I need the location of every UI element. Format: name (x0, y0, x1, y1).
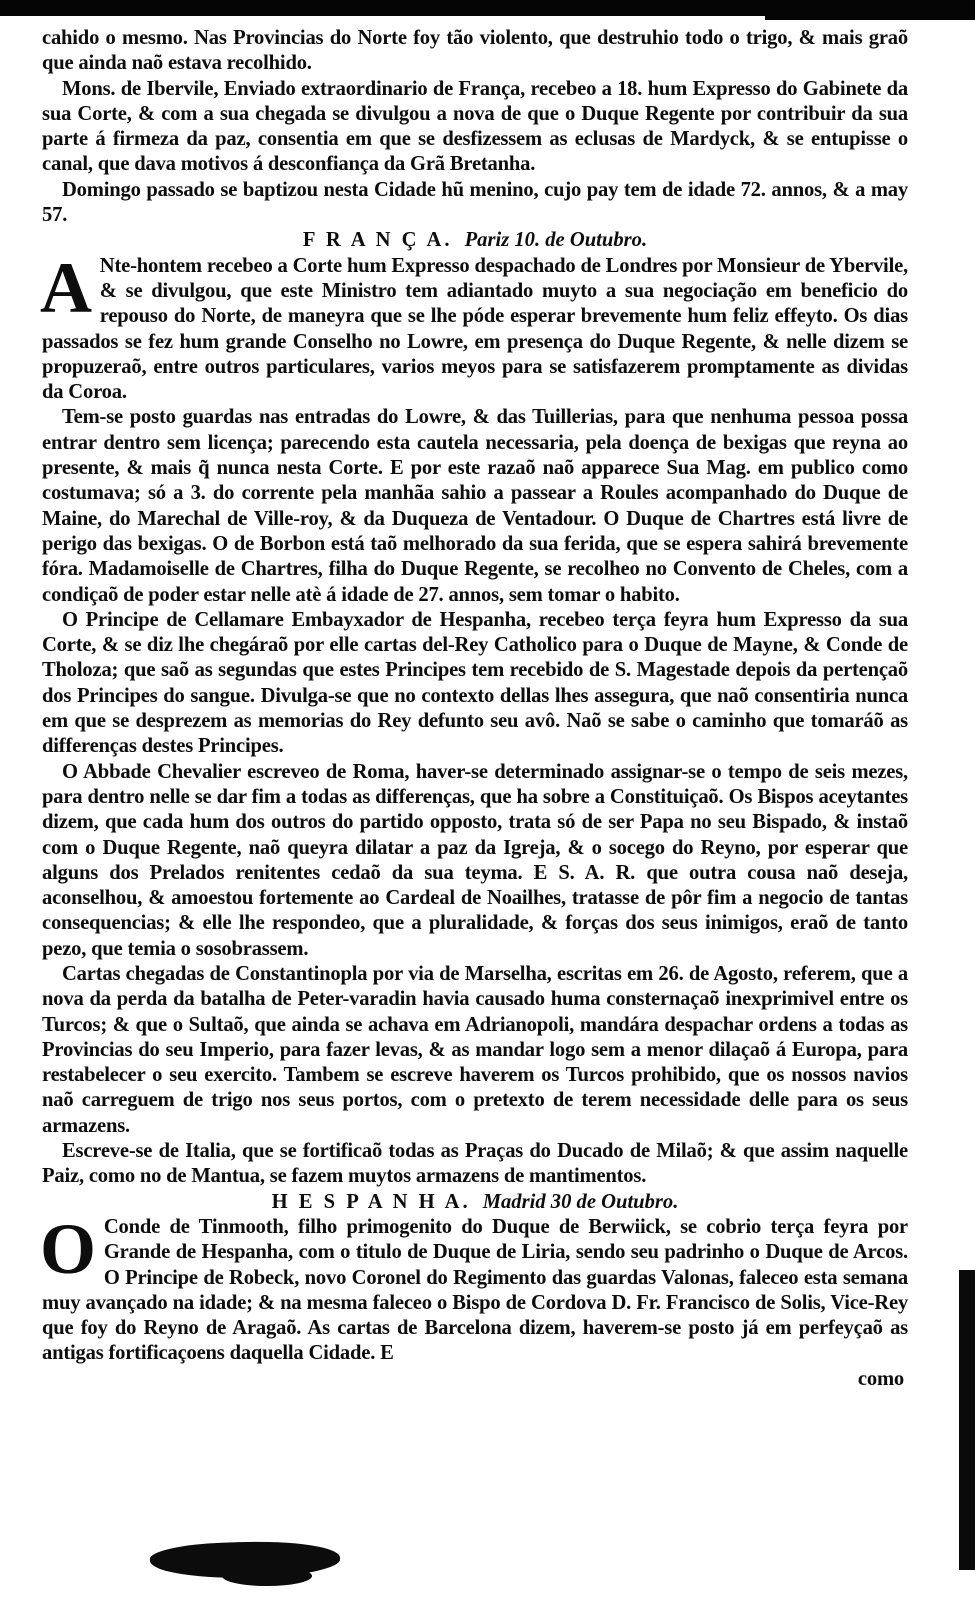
ink-blot-drip (222, 1566, 312, 1586)
right-scan-border (959, 1270, 975, 1570)
gazette-page (42, 26, 908, 1392)
paragraph-london-continued: cahido o mesmo. Nas Provincias do Norte foy tão violento, que destruhio todo o trigo, & mais graõ que ainda naõ estava recolhido. (42, 27, 908, 75)
dateline: Madrid 30 de Outubro. (482, 1190, 679, 1213)
paragraph-text: Nte-hontem recebeo a Corte hum Expresso despachado de Londres por Monsieur de Ybervile, & se divulgou, que este Ministro tem adiantado muyto a sua negociação em beneficio do repouso do Norte, de maneyra que se lhe póde esperar brevemente hum feliz effeyto. Os dias passados se fez hum grande Conselho no Lowre, em presença do Duque Regente, & nelle dizem se propuzeraõ, entre outros particulares, varios meyos para se satisfazerem promptamente as dividas da Coroa. (42, 254, 908, 404)
paragraph-italia: Escreve-se de Italia, que se fortificaõ todas as Praças do Ducado de Milaõ; & que assim naquelle Paiz, como no de Mantua, se fazem muytos armazens de mantimentos. (42, 1140, 908, 1188)
dateline: Pariz 10. de Outubro. (464, 229, 648, 252)
section-heading-franca (42, 228, 908, 253)
section-heading-hespanha (42, 1190, 908, 1215)
paragraph-chevalier-rome: O Abbade Chevalier escreveo de Roma, haver-se determinado assignar-se o tempo de seis mezes, para dentro nelle se dar fim a todas as differenças, que ha sobre a Constituiçaõ. Os Bispos aceytantes dizem, que cada hum dos outros do partido opposto, trata só de ser Papa no seu Bispado, & instaõ com o Duque Regente, naõ queyra dilatar a paz da Igreja, & o socego do Reyno, por esperar que alguns dos Prelados renitentes cedaõ da sua teyma. E S. A. R. que outra cousa naõ deseja, aconselhou, & amoestou fortemente ao Cardeal de Noailhes, tratasse de pôr fim a negocio de tantas consequencias; & elle lhe respondeo, que a pluralidade, & forças dos seus inimigos, eraõ de tanto pezo, que temia o sosobrassem. (42, 760, 908, 960)
drop-cap: A (40, 247, 92, 328)
paragraph-madrid-tinmooth (40, 1208, 908, 1367)
paragraph-louvre-guards: Tem-se posto guardas nas entradas do Lowre, & das Tuillerias, para que nenhuma pessoa possa entrar dentro sem licença; parecendo esta cautela necessaria, pela doença de bexigas que reyna ao presente, & mais q̃ nunca nesta Corte. E por este razaõ naõ apparece Sua Mag. em publico como costumava; só a 3. do corrente pela manhãa sahio a passear a Roules acompanhado do Duque de Maine, do Marechal de Ville-roy, & da Duqueza de Ventadour. O Duque de Chartres está livre de perigo das bexigas. O de Borbon está taõ melhorado da sua ferida, que se espera sahirá brevemente fóra. Madamoiselle de Chartres, filha do Duque Regente, se recolheo no Convento de Cheles, com a condiçaõ de poder estar nelle atè á idade de 27. annos, sem tomar o habito. (42, 406, 908, 606)
catchword: como (857, 1367, 904, 1390)
section-title: F R A N Ç A. (302, 229, 453, 252)
paragraph-cellamare: O Principe de Cellamare Embayxador de Hespanha, recebeo terça feyra hum Expresso da sua Corte, & se diz lhe chegáraõ por elle cartas del-Rey Catholico para o Duque de Mayne, & Conde de Tholoza; que saõ as segundas que estes Principes tem recebido de S. Magestade depois da pertençaõ dos Principes do sangue. Divulga-se que no contexto dellas lhes assegura, que naõ consentiria nunca em que se desprezem as memorias do Rey defunto seu avô. Naõ se sabe o caminho que tomaráõ as differenças destes Principes. (42, 608, 908, 758)
paragraph-ibervile-express: Mons. de Ibervile, Enviado extraordinario de França, recebeo a 18. hum Expresso do Gabinete da sua Corte, & com a sua chegada se divulgou a nova de que o Duque Regente por contribuir da sua parte á firmeza da paz, consentia em que se desfizessem as eclusas de Mardyck, & se entupisse o canal, que dava motivos á desconfiança da Grã Bretanha. (42, 77, 908, 176)
paragraph-paris-express (40, 247, 908, 406)
section-title: H E S P A N H A. (271, 1190, 471, 1213)
top-scan-border-shadow (765, 14, 975, 20)
paragraph-text: Conde de Tinmooth, filho primogenito do Duque de Berwiick, se cobrio terça feyra por Grande de Hespanha, com o titulo de Duque de Liria, sendo seu padrinho o Duque de Arcos. O Principe de Robeck, novo Coronel do Regimento das guardas Valonas, faleceo esta semana muy avançado na idade; & na mesma faleceo o Bispo de Cordova D. Fr. Francisco de Solis, Vice-Rey que foy do Reyno de Aragaõ. As cartas de Barcelona dizem, haverem-se posto já em perfeyçaõ as antigas fortificaçoens daquella Cidade. E (42, 1215, 908, 1365)
paragraph-baptism: Domingo passado se baptizou nesta Cidade hũ menino, cujo pay tem de idade 72. annos, & a may 57. (42, 178, 908, 227)
paragraph-constantinople: Cartas chegadas de Constantinopla por via de Marselha, escritas em 26. de Agosto, referem, que a nova da perda da batalha de Peter-varadin havia causado huma consternaçaõ inexprimivel entre os Turcos; & que o Sultaõ, que ainda se achava em Adrianopoli, mandára despachar ordens a todas as Provincias do seu Imperio, para fazer levas, & as mandar logo sem a menor dilaçaõ á Europa, para restabelecer o seu exercito. Tambem se escreve haverem os Turcos prohibido, que os nossos navios naõ carreguem de trigo nos seus portos, com o pretexto de terem necessidade delle para os seus armazens. (42, 962, 908, 1137)
drop-cap: O (40, 1208, 96, 1289)
